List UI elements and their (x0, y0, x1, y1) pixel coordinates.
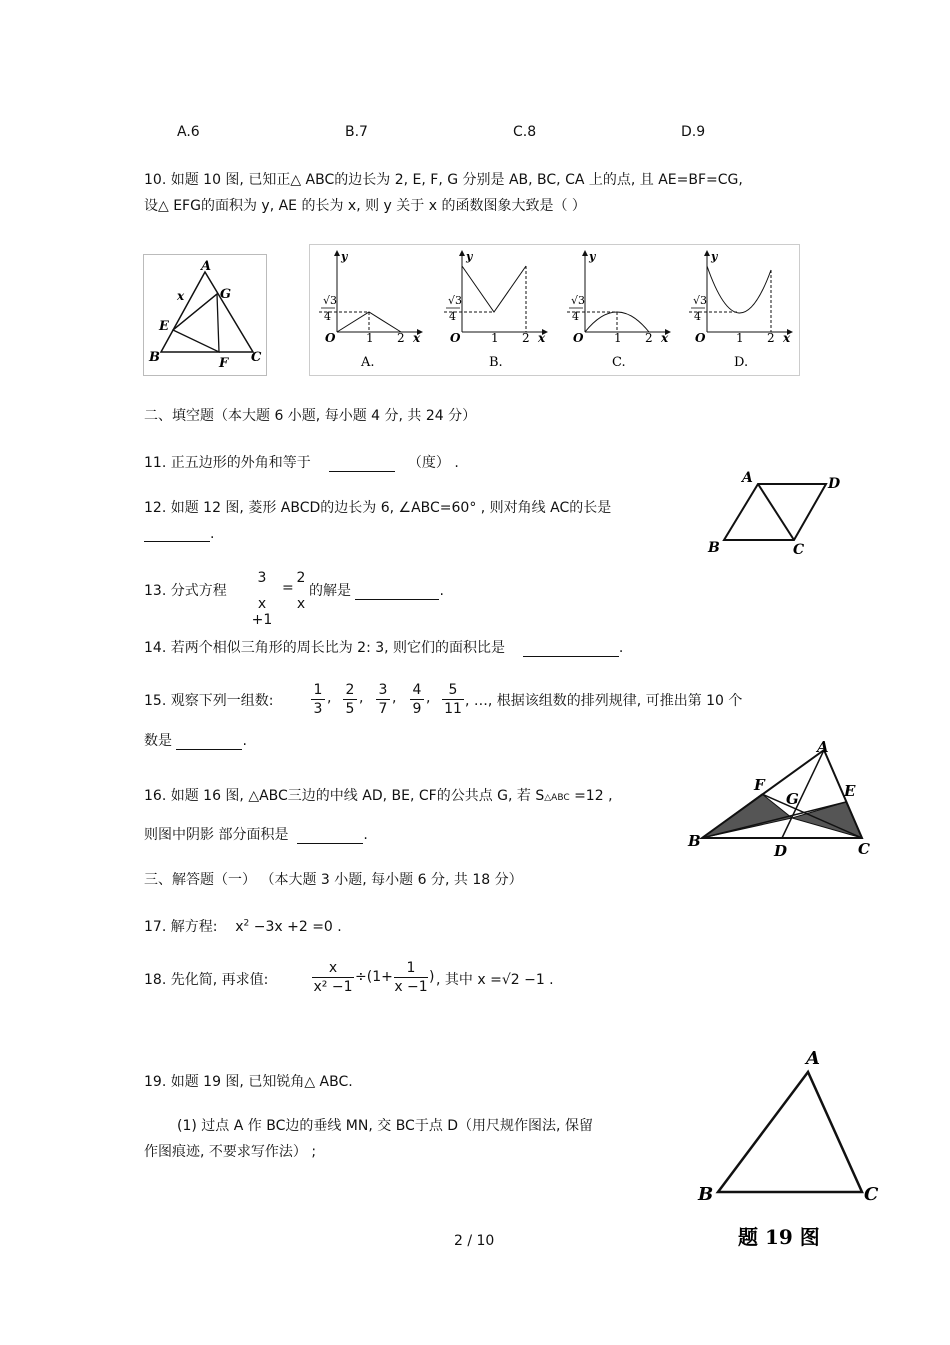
section2-heading: 二、填空题（本大题 6 小题, 每小题 4 分, 共 24 分） (144, 408, 477, 424)
svg-text:C: C (251, 350, 262, 365)
q15-fraction-3: 3 7 (376, 682, 390, 717)
graph-d (689, 250, 793, 370)
fig10-triangle (143, 254, 267, 376)
q15-comma: , (392, 690, 397, 706)
q18-suffix: , 其中 x =√2 −1 . (436, 972, 554, 988)
svg-text:F: F (219, 356, 229, 371)
svg-text:A: A (742, 470, 753, 486)
svg-text:A: A (817, 738, 829, 756)
svg-text:B: B (149, 350, 160, 365)
option-d: D.9 (681, 124, 706, 140)
svg-text:4: 4 (572, 310, 579, 323)
svg-text:E: E (844, 782, 856, 800)
q16-line1: 16. 如题 16 图, △ABC三边的中线 AD, BE, CF的公共点 G, 若 S△ABC =12 , (144, 788, 613, 804)
svg-text:B.: B. (489, 355, 503, 370)
section3-heading: 三、解答题（一） （本大题 3 小题, 每小题 6 分, 共 18 分） (144, 872, 523, 888)
svg-text:x: x (538, 331, 546, 345)
svg-text:√3: √3 (323, 294, 338, 307)
svg-text:G: G (220, 287, 232, 302)
svg-text:y: y (341, 250, 348, 263)
svg-text:D.: D. (734, 355, 749, 370)
q12-line1: 12. 如题 12 图, 菱形 ABCD的边长为 6, ∠ABC=60° , 则对角线 AC的长是 (144, 500, 612, 516)
fig16-triangle (686, 738, 876, 862)
svg-text:C: C (793, 542, 805, 556)
q18-prefix: 18. 先化简, 再求值: (144, 972, 269, 988)
q18-fraction-1: x x² −1 (313, 960, 353, 995)
q18-fraction-2: 1 x −1 (394, 960, 428, 995)
fig19-caption: 题 19 图 (738, 1225, 820, 1249)
q15-comma: , (359, 690, 364, 706)
svg-text:D: D (774, 842, 788, 860)
q13-equals: = (282, 580, 294, 596)
q13-fraction-2: 2 x (296, 570, 306, 612)
svg-text:D: D (828, 476, 841, 492)
svg-text:O: O (695, 331, 706, 345)
svg-text:A: A (201, 259, 212, 274)
svg-text:2: 2 (522, 331, 530, 345)
svg-text:1: 1 (491, 331, 499, 345)
svg-text:x: x (413, 331, 421, 345)
q15-fraction-2: 2 5 (343, 682, 357, 717)
option-c: C.8 (513, 124, 537, 140)
svg-text:y: y (466, 250, 473, 263)
svg-text:x: x (783, 331, 791, 345)
q15-comma: , (426, 690, 431, 706)
svg-text:B: B (708, 540, 720, 556)
q15-fraction-1: 1 3 (311, 682, 325, 717)
svg-text:1: 1 (614, 331, 622, 345)
svg-text:√3: √3 (693, 294, 708, 307)
graph-c (567, 250, 671, 370)
q11: 11. 正五边形的外角和等于 （度） . (144, 455, 459, 471)
svg-text:2: 2 (645, 331, 653, 345)
svg-text:O: O (450, 331, 461, 345)
q17: 17. 解方程: $x^2 -3x +2 =0$ . (144, 918, 342, 935)
svg-text:y: y (589, 250, 596, 263)
q15-fraction-5: 5 11 (442, 682, 464, 717)
q18-close: ) (429, 969, 435, 985)
svg-text:√3: √3 (571, 294, 586, 307)
svg-text:C: C (858, 840, 870, 858)
q10-line1: 10. 如题 10 图, 已知正△ ABC的边长为 2, E, F, G 分别是 AB, BC, CA 上的点, 且 AE=BF=CG, (144, 172, 743, 188)
option-a: A.6 (177, 124, 200, 140)
svg-text:4: 4 (324, 310, 331, 323)
svg-text:4: 4 (694, 310, 701, 323)
svg-text:1: 1 (366, 331, 374, 345)
svg-text:C: C (864, 1184, 879, 1205)
svg-text:G: G (786, 790, 799, 808)
q19-line1: 19. 如题 19 图, 已知锐角△ ABC. (144, 1074, 353, 1090)
svg-text:2: 2 (397, 331, 405, 345)
svg-text:1: 1 (736, 331, 744, 345)
fig10-graphs (309, 244, 800, 376)
q19-part1a: (1) 过点 A 作 BC边的垂线 MN, 交 BC于点 D（用尺规作图法, 保留 (177, 1118, 593, 1134)
svg-text:O: O (325, 331, 336, 345)
q18-mid: ÷(1+ (355, 969, 393, 985)
svg-text:√3: √3 (448, 294, 463, 307)
svg-text:O: O (573, 331, 584, 345)
svg-text:A.: A. (361, 355, 375, 370)
q15-line2: 数是 . (144, 733, 247, 749)
q10-line2: 设△ EFG的面积为 y, AE 的长为 x, 则 y 关于 x 的函数图象大致是（ ） (144, 198, 586, 214)
svg-text:A: A (806, 1048, 820, 1069)
svg-text:x: x (177, 289, 185, 303)
svg-text:F: F (754, 776, 765, 794)
svg-text:C.: C. (612, 355, 626, 370)
q19-part1b: 作图痕迹, 不要求写作法） ; (144, 1144, 317, 1160)
q15-fraction-4: 4 9 (410, 682, 424, 717)
graph-a (319, 250, 423, 370)
fig19-triangle (690, 1036, 890, 1256)
page-number: 2 / 10 (454, 1233, 495, 1249)
q14: 14. 若两个相似三角形的周长比为 2: 3, 则它们的面积比是 . (144, 640, 624, 656)
svg-text:B: B (698, 1184, 714, 1205)
q12-line2: . (144, 526, 214, 542)
q13-suffix: 的解是 . (309, 583, 444, 599)
graph-b (444, 250, 548, 370)
q16-line2: 则图中阴影 部分面积是 . (144, 827, 368, 843)
q13-fraction-1: 3 x +1 (251, 570, 273, 628)
svg-text:4: 4 (449, 310, 456, 323)
option-b: B.7 (345, 124, 368, 140)
svg-text:y: y (711, 250, 718, 263)
q15-comma: , (327, 690, 332, 706)
svg-text:2: 2 (767, 331, 775, 345)
svg-text:E: E (159, 319, 169, 334)
q15-prefix: 15. 观察下列一组数: (144, 693, 274, 709)
q13-prefix: 13. 分式方程 (144, 583, 227, 599)
fig12-rhombus (704, 466, 848, 556)
q15-suffix: , …, 根据该组数的排列规律, 可推出第 10 个 (465, 693, 743, 709)
svg-text:x: x (661, 331, 669, 345)
svg-text:B: B (688, 832, 701, 850)
